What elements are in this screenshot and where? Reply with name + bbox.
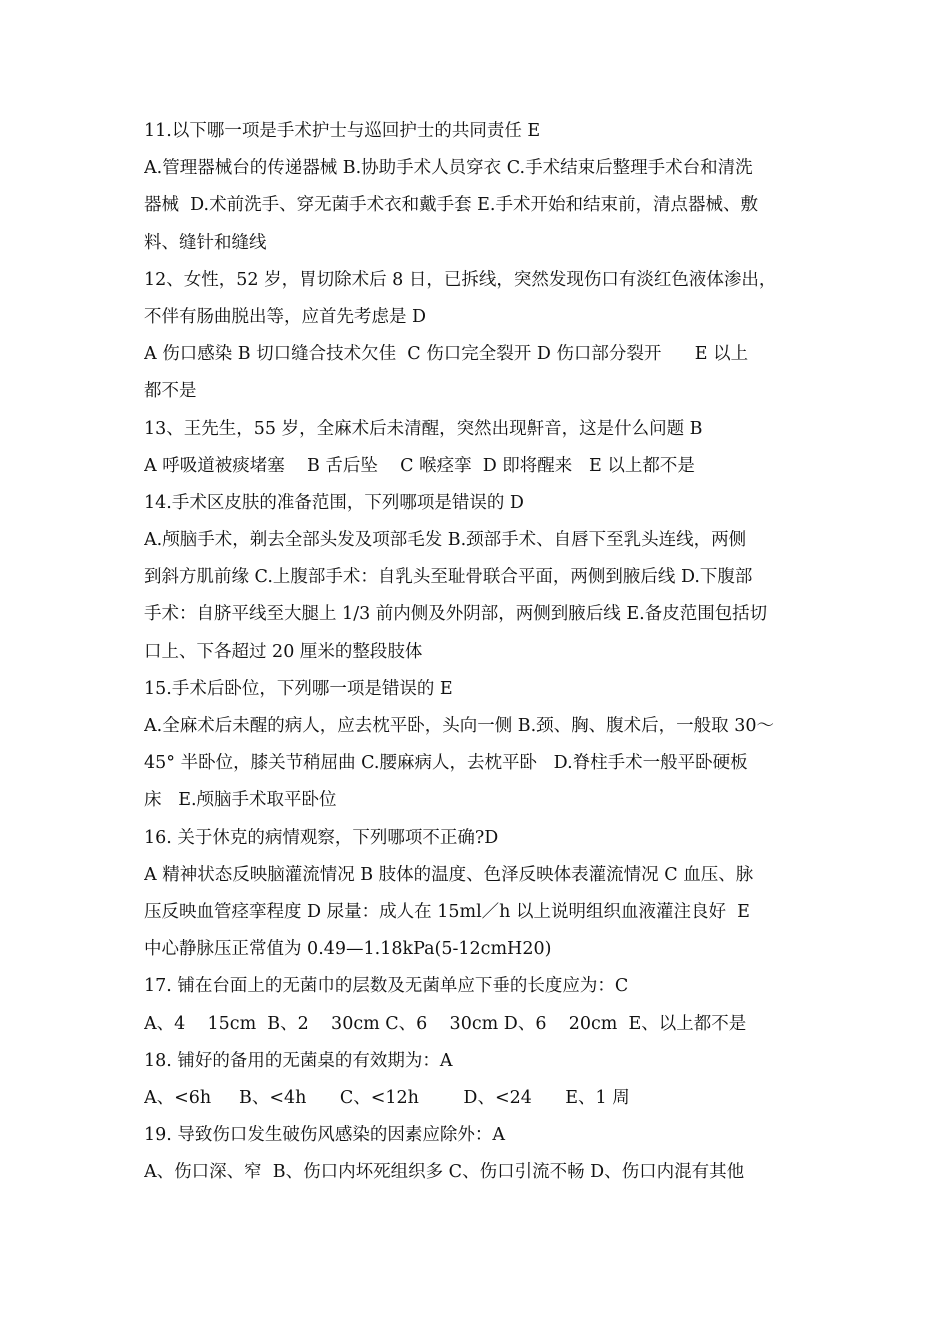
q12-stem-line-1: 12、女性，52 岁，胃切除术后 8 日，已拆线，突然发现伤口有淡红色液体渗出， <box>144 269 777 290</box>
q17-stem: 17. 铺在台面上的无菌巾的层数及无菌单应下垂的长度应为：C <box>144 976 629 997</box>
q16-options-line-1: A 精神状态反映脑灌流情况 B 肢体的温度、色泽反映体表灌流情况 C 血压、脉 <box>144 864 754 885</box>
q16-options-line-3: 中心静脉压正常值为 0.49—1.18kPa(5-12cmH20) <box>144 939 552 960</box>
q15-stem: 15.手术后卧位，下列哪一项是错误的 E <box>144 678 453 699</box>
q15-options-line-1: A.全麻术后未醒的病人，应去枕平卧，头向一侧 B.颈、胸、腹术后，一般取 30～ <box>144 716 775 736</box>
q14-options-line-1: A.颅脑手术，剃去全部头发及项部毛发 B.颈部手术、自唇下至乳头连线，两侧 <box>144 530 747 551</box>
q12-options-line-1: A 伤口感染 B 切口缝合技术欠佳 C 伤口完全裂开 D 伤口部分裂开 E 以上 <box>144 344 749 365</box>
q16-options-line-2: 压反映血管痉挛程度 D 尿量：成人在 15ml／h 以上说明组织血液灌注良好 E <box>144 901 750 922</box>
q14-options-line-2: 到斜方肌前缘 C.上腹部手术：自乳头至耻骨联合平面，两侧到腋后线 D.下腹部 <box>144 567 753 588</box>
q12-stem-line-2: 不伴有肠曲脱出等，应首先考虑是 D <box>144 306 427 327</box>
document-body <box>144 113 812 1191</box>
q12-options-line-2: 都不是 <box>144 381 197 402</box>
q11-stem: 11.以下哪一项是手术护士与巡回护士的共同责任 E <box>144 121 541 141</box>
q18-options: A、<6h B、<4h C、<12h D、<24 E、1 周 <box>144 1087 630 1108</box>
q14-options-line-4: 口上、下各超过 20 厘米的整段肢体 <box>144 641 423 662</box>
q14-stem: 14.手术区皮肤的准备范围，下列哪项是错误的 D <box>144 492 524 513</box>
q13-options: A 呼吸道被痰堵塞 B 舌后坠 C 喉痉挛 D 即将醒来 E 以上都不是 <box>144 455 695 476</box>
q19-stem: 19. 导致伤口发生破伤风感染的因素应除外：A <box>144 1125 506 1146</box>
q13-stem: 13、王先生，55 岁，全麻术后未清醒，突然出现鼾音，这是什么问题 B <box>144 418 703 439</box>
q11-options-line-1: A.管理器械台的传递器械 B.协助手术人员穿衣 C.手术结束后整理手术台和清洗 <box>144 158 753 179</box>
q15-options-line-2: 45° 半卧位，膝关节稍屈曲 C.腰麻病人，去枕平卧 D.脊柱手术一般平卧硬板 <box>144 753 748 774</box>
q17-options: A、4 15cm B、2 30cm C、6 30cm D、6 20cm E、以上都不是 <box>144 1013 747 1034</box>
q18-stem: 18. 铺好的备用的无菌桌的有效期为：A <box>144 1050 453 1071</box>
q11-options-line-3: 料、缝针和缝线 <box>144 232 267 253</box>
q16-stem: 16. 关于休克的病情观察，下列哪项不正确?D <box>144 827 499 848</box>
q14-options-line-3: 手术：自脐平线至大腿上 1/3 前内侧及外阴部，两侧到腋后线 E.备皮范围包括切 <box>144 604 768 625</box>
q15-options-line-3: 床 E.颅脑手术取平卧位 <box>144 790 337 811</box>
q19-options-line-1: A、伤口深、窄 B、伤口内坏死组织多 C、伤口引流不畅 D、伤口内混有其他 <box>144 1162 745 1183</box>
q11-options-line-2: 器械 D.术前洗手、穿无菌手术衣和戴手套 E.手术开始和结束前，清点器械、敷 <box>144 195 758 216</box>
